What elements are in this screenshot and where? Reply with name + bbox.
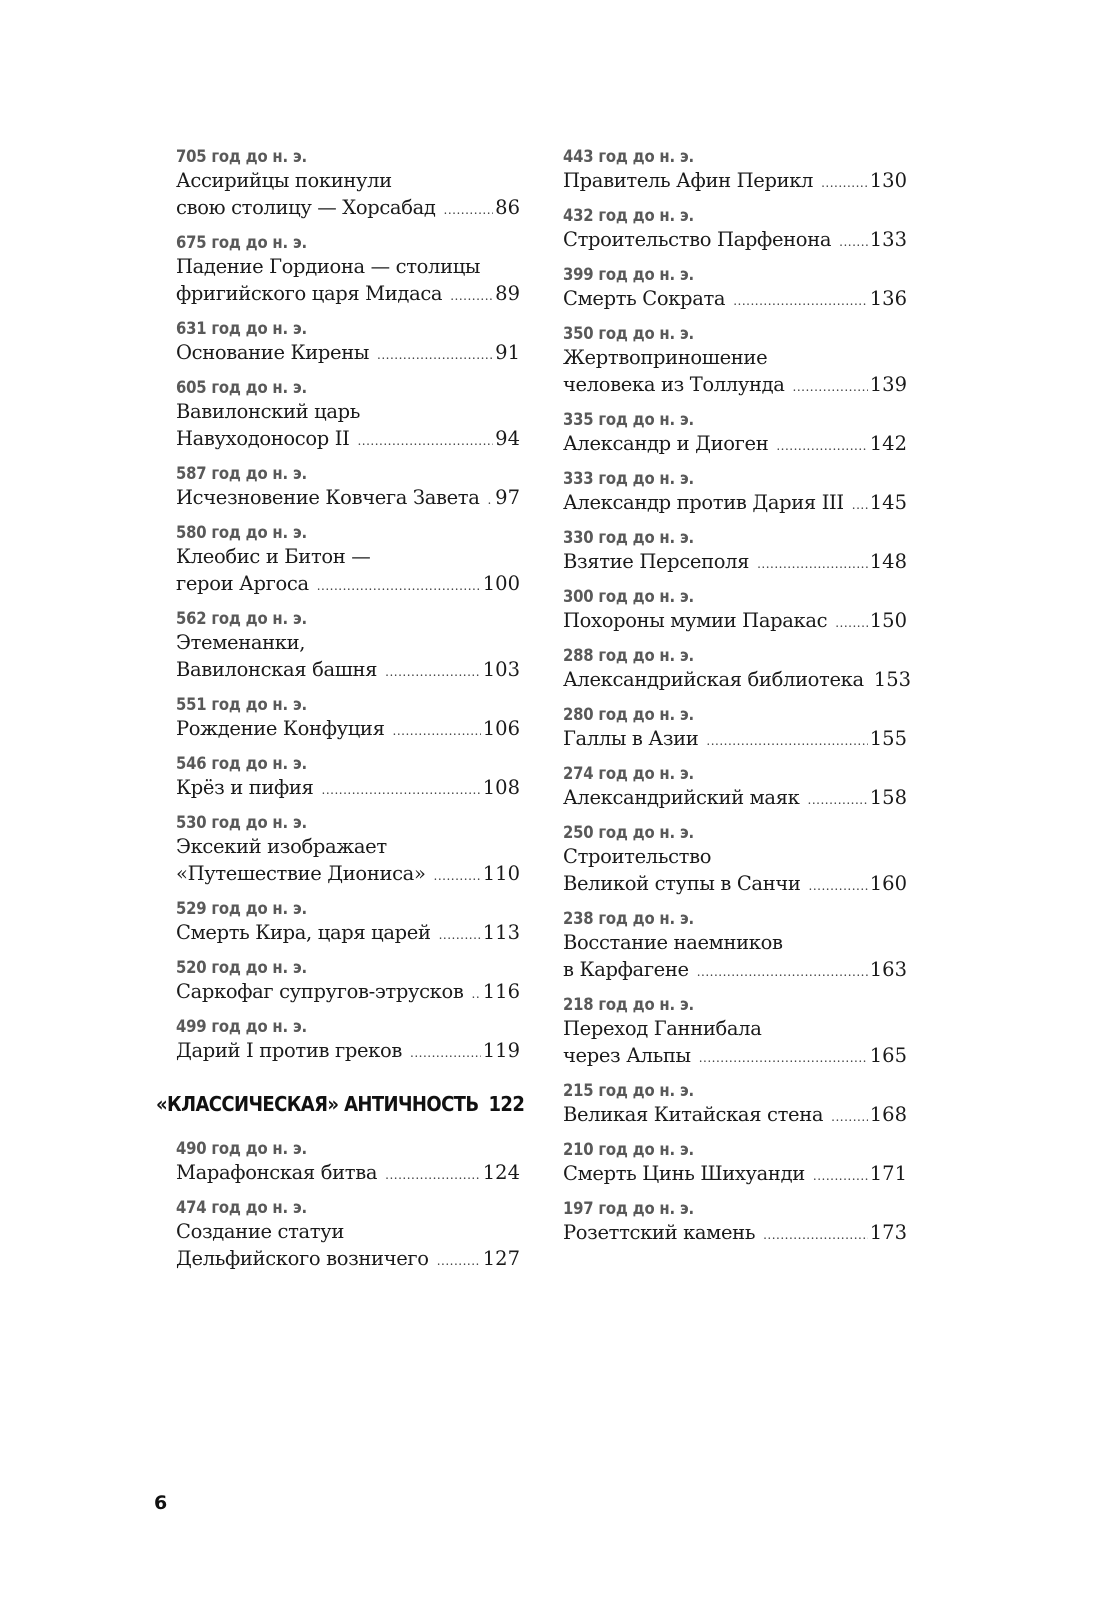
entry-title-line <box>176 167 520 194</box>
dot-leader <box>813 1163 868 1190</box>
entry-title: Саркофаг супругов-этрусков <box>176 980 464 1003</box>
entry-year: 300 год до н. э. <box>563 587 694 606</box>
toc-entry[interactable] <box>176 146 520 221</box>
entry-title: Дельфийского возничего <box>176 1247 429 1270</box>
entry-title-line <box>563 725 907 752</box>
entry-title: Рождение Конфуция <box>176 717 385 740</box>
dot-leader <box>697 959 868 986</box>
entry-year: 562 год до н. э. <box>176 609 307 628</box>
entry-year: 250 год до н. э. <box>563 823 694 842</box>
entry-page-number: 103 <box>482 658 520 681</box>
entry-page-number: 163 <box>869 958 907 981</box>
entry-title-line <box>176 1218 520 1245</box>
entry-year: 530 год до н. э. <box>176 813 307 832</box>
dot-leader <box>450 283 493 310</box>
toc-entry[interactable] <box>176 608 520 683</box>
entry-title: Смерть Сократа <box>563 287 726 310</box>
entry-title: «Путешествие Диониса» <box>176 862 426 885</box>
toc-entry[interactable] <box>563 527 907 575</box>
section-page-number: 122 <box>488 1092 525 1116</box>
toc-entry[interactable] <box>176 377 520 452</box>
entry-page-number: 142 <box>869 432 907 455</box>
entry-page-number: 106 <box>482 717 520 740</box>
dot-leader <box>835 610 868 637</box>
entry-title-line <box>176 715 520 742</box>
toc-entry[interactable] <box>563 704 907 752</box>
dot-leader <box>322 777 481 804</box>
entry-title: герои Аргоса <box>176 572 309 595</box>
entry-page-number: 153 <box>873 668 912 691</box>
entry-title-line <box>176 656 520 683</box>
entry-year: 499 год до н. э. <box>176 1017 307 1036</box>
toc-right-column <box>563 146 912 1257</box>
entry-year: 587 год до н. э. <box>176 464 307 483</box>
entry-title-line <box>176 860 520 887</box>
toc-entry[interactable] <box>176 232 520 307</box>
entry-title: Этеменанки, <box>176 631 306 654</box>
entry-title-line <box>176 1037 520 1064</box>
dot-leader <box>706 728 867 755</box>
entry-title: Исчезновение Ковчега Завета <box>176 486 480 509</box>
entry-page-number: 148 <box>869 550 907 573</box>
toc-entry[interactable] <box>176 694 520 742</box>
toc-entry[interactable] <box>563 323 907 398</box>
entry-title: в Карфагене <box>563 958 689 981</box>
toc-entry[interactable] <box>563 908 907 983</box>
toc-entry[interactable] <box>563 1139 907 1187</box>
entry-year: 705 год до н. э. <box>176 147 307 166</box>
entry-page-number: 160 <box>869 872 907 895</box>
entry-title: Создание статуи <box>176 1220 345 1243</box>
toc-entries-left <box>176 146 520 1064</box>
entry-page-number: 127 <box>482 1247 520 1270</box>
entry-page-number: 108 <box>482 776 520 799</box>
entry-title-line <box>563 344 907 371</box>
dot-leader <box>434 863 481 890</box>
entry-title: Эксекий изображает <box>176 835 387 858</box>
entry-year: 280 год до н. э. <box>563 705 694 724</box>
entry-page-number: 110 <box>482 862 520 885</box>
dot-leader <box>852 492 868 519</box>
entry-year: 490 год до н. э. <box>176 1139 307 1158</box>
entry-page-number: 116 <box>482 980 520 1003</box>
entry-year: 350 год до н. э. <box>563 324 694 343</box>
entry-title: Александр и Диоген <box>563 432 769 455</box>
entry-title-line <box>563 167 907 194</box>
dot-leader <box>757 551 868 578</box>
entry-title-line <box>176 194 520 221</box>
entry-title: свою столицу — Хорсабад <box>176 196 436 219</box>
toc-entry[interactable] <box>176 957 520 1005</box>
entry-page-number: 150 <box>869 609 907 632</box>
entry-title-line <box>563 666 912 693</box>
toc-entry[interactable] <box>176 812 520 887</box>
entry-title-line <box>563 226 907 253</box>
entry-year: 218 год до н. э. <box>563 995 694 1014</box>
toc-entry[interactable] <box>176 522 520 597</box>
entry-title: Александрийская библиотека <box>563 668 864 691</box>
entry-title: Марафонская битва <box>176 1161 378 1184</box>
entry-page-number: 91 <box>495 341 520 364</box>
entry-page-number: 113 <box>482 921 520 944</box>
entry-year: 443 год до н. э. <box>563 147 694 166</box>
entry-title: Похороны мумии Паракас <box>563 609 828 632</box>
entry-title: Александр против Дария III <box>563 491 844 514</box>
entry-title: Строительство Парфенона <box>563 228 832 251</box>
dot-leader <box>808 787 868 814</box>
dot-leader <box>317 573 481 600</box>
dot-leader <box>488 487 494 514</box>
entry-year: 274 год до н. э. <box>563 764 694 783</box>
toc-entry[interactable] <box>563 205 907 253</box>
entry-title-line <box>176 484 520 511</box>
entry-title-line <box>176 253 520 280</box>
toc-entries-left-after <box>176 1138 520 1272</box>
entry-title-line <box>176 280 520 307</box>
entry-year: 546 год до н. э. <box>176 754 307 773</box>
entry-title-line <box>563 956 907 983</box>
dot-leader <box>472 981 481 1008</box>
entry-title-line <box>176 919 520 946</box>
entry-page-number: 165 <box>869 1044 907 1067</box>
dot-leader <box>699 1045 868 1072</box>
entry-page-number: 130 <box>869 169 907 192</box>
entry-year: 605 год до н. э. <box>176 378 307 397</box>
entry-page-number: 145 <box>869 491 907 514</box>
toc-entry[interactable] <box>563 468 907 516</box>
entry-title-line <box>563 843 907 870</box>
dot-leader <box>821 170 868 197</box>
entry-title: Вавилонский царь <box>176 400 361 423</box>
entry-year: 210 год до н. э. <box>563 1140 694 1159</box>
entry-title-line <box>563 371 907 398</box>
dot-leader <box>733 288 868 315</box>
entry-title: Розеттский камень <box>563 1221 756 1244</box>
entry-page-number: 100 <box>482 572 520 595</box>
toc-entry[interactable] <box>563 1080 907 1128</box>
entry-title: Крёз и пифия <box>176 776 314 799</box>
dot-leader <box>831 1104 868 1131</box>
entry-year: 215 год до н. э. <box>563 1081 694 1100</box>
entry-page-number: 133 <box>869 228 907 251</box>
entry-year: 675 год до н. э. <box>176 233 307 252</box>
entry-page-number: 155 <box>869 727 907 750</box>
entry-title-line <box>176 339 520 366</box>
entry-title-line <box>563 1015 907 1042</box>
entry-year: 335 год до н. э. <box>563 410 694 429</box>
dot-leader <box>385 659 481 686</box>
entry-title: через Альпы <box>563 1044 691 1067</box>
toc-entry[interactable] <box>563 264 907 312</box>
entry-title: человека из Толлунда <box>563 373 785 396</box>
entry-page-number: 94 <box>495 427 520 450</box>
entry-year: 474 год до н. э. <box>176 1198 307 1217</box>
entry-title: Правитель Афин Перикл <box>563 169 814 192</box>
entry-year: 520 год до н. э. <box>176 958 307 977</box>
entry-year: 580 год до н. э. <box>176 523 307 542</box>
entry-page-number: 158 <box>869 786 907 809</box>
dot-leader <box>357 428 493 455</box>
toc-entry[interactable] <box>563 822 907 897</box>
entry-title-line <box>176 833 520 860</box>
entry-title-line <box>176 774 520 801</box>
dot-leader <box>444 197 494 224</box>
entry-title: Строительство <box>563 845 712 868</box>
toc-entry[interactable] <box>563 1198 907 1246</box>
entry-page-number: 168 <box>869 1103 907 1126</box>
dot-leader <box>377 342 493 369</box>
dot-leader <box>439 922 481 949</box>
toc-entry[interactable] <box>563 146 907 194</box>
entry-title-line <box>176 425 520 452</box>
entry-year: 399 год до н. э. <box>563 265 694 284</box>
entry-title-line <box>563 784 907 811</box>
entry-page-number: 119 <box>482 1039 520 1062</box>
entry-title: Ассирийцы покинули <box>176 169 392 192</box>
entry-title: Падение Гордиона — столицы <box>176 255 481 278</box>
entry-year: 631 год до н. э. <box>176 319 307 338</box>
entry-title-line <box>563 870 907 897</box>
entry-page-number: 124 <box>482 1161 520 1184</box>
entry-year: 330 год до н. э. <box>563 528 694 547</box>
entry-title: Александрийский маяк <box>563 786 800 809</box>
entry-title-line <box>563 489 907 516</box>
entry-title-line <box>563 607 907 634</box>
page-number: 6 <box>154 1492 168 1514</box>
entry-title: Навуходоносор II <box>176 427 350 450</box>
dot-leader <box>393 718 481 745</box>
entry-title-line <box>563 1101 907 1128</box>
toc-entry[interactable] <box>176 463 520 511</box>
toc-entry[interactable] <box>176 1016 520 1064</box>
entry-title: фригийского царя Мидаса <box>176 282 443 305</box>
entry-page-number: 89 <box>495 282 520 305</box>
toc-entry[interactable] <box>176 1138 520 1186</box>
toc-entry[interactable] <box>563 645 912 693</box>
dot-leader <box>839 229 868 256</box>
entry-title: Жертвоприношение <box>563 346 768 369</box>
entry-title-line <box>563 1042 907 1069</box>
dot-leader <box>410 1040 481 1067</box>
entry-title-line <box>176 398 520 425</box>
dot-leader <box>385 1162 481 1189</box>
toc-entry[interactable] <box>176 1197 520 1272</box>
dot-leader <box>763 1222 868 1249</box>
entry-title-line <box>176 570 520 597</box>
entry-title: Основание Кирены <box>176 341 370 364</box>
entry-title: Восстание наемников <box>563 931 783 954</box>
toc-entry[interactable] <box>176 898 520 946</box>
entry-title-line <box>563 1160 907 1187</box>
entry-page-number: 97 <box>495 486 520 509</box>
dot-leader <box>776 433 867 460</box>
entry-title: Смерть Цинь Шихуанди <box>563 1162 805 1185</box>
entry-year: 529 год до н. э. <box>176 899 307 918</box>
toc-entry[interactable] <box>563 763 907 811</box>
entry-title: Смерть Кира, царя царей <box>176 921 431 944</box>
entry-page-number: 139 <box>869 373 907 396</box>
entry-year: 551 год до н. э. <box>176 695 307 714</box>
entry-page-number: 171 <box>869 1162 907 1185</box>
entry-title: Переход Ганнибала <box>563 1017 762 1040</box>
dot-leader <box>793 374 868 401</box>
entry-title-line <box>563 430 907 457</box>
toc-entry[interactable] <box>176 318 520 366</box>
dot-leader <box>809 873 868 900</box>
toc-section-heading[interactable] <box>156 1091 525 1118</box>
toc-entry[interactable] <box>563 586 907 634</box>
entry-title: Вавилонская башня <box>176 658 378 681</box>
entry-page-number: 136 <box>869 287 907 310</box>
section-title: «КЛАССИЧЕСКАЯ» АНТИЧНОСТЬ <box>156 1092 479 1116</box>
toc-entry[interactable] <box>563 994 907 1069</box>
entry-title-line <box>176 1245 520 1272</box>
entry-year: 333 год до н. э. <box>563 469 694 488</box>
entry-title: Великая Китайская стена <box>563 1103 824 1126</box>
entry-title-line <box>563 548 907 575</box>
entry-title: Дарий I против греков <box>176 1039 403 1062</box>
dot-leader <box>437 1248 481 1275</box>
entry-title: Клеобис и Битон — <box>176 545 371 568</box>
entry-title: Великой ступы в Санчи <box>563 872 801 895</box>
entry-page-number: 86 <box>495 196 520 219</box>
toc-entries-right <box>563 146 912 1246</box>
entry-year: 238 год до н. э. <box>563 909 694 928</box>
entry-title: Взятие Персеполя <box>563 550 750 573</box>
entry-title-line <box>563 1219 907 1246</box>
entry-year: 432 год до н. э. <box>563 206 694 225</box>
toc-entry[interactable] <box>563 409 907 457</box>
entry-year: 288 год до н. э. <box>563 646 694 665</box>
entry-title-line <box>563 929 907 956</box>
entry-page-number: 173 <box>869 1221 907 1244</box>
entry-title: Галлы в Азии <box>563 727 699 750</box>
entry-title-line <box>176 543 520 570</box>
toc-entry[interactable] <box>176 753 520 801</box>
entry-title-line <box>176 978 520 1005</box>
entry-year: 197 год до н. э. <box>563 1199 694 1218</box>
entry-title-line <box>176 629 520 656</box>
entry-title-line <box>563 285 907 312</box>
toc-left-column <box>156 146 525 1283</box>
entry-title-line <box>176 1159 520 1186</box>
